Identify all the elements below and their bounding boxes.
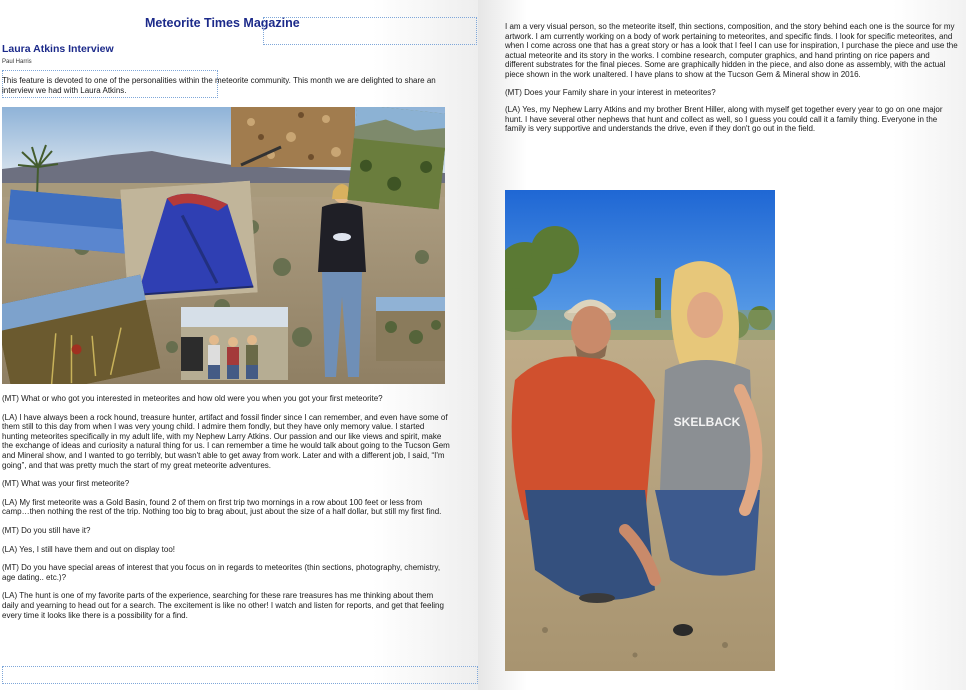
question-paragraph: (MT) What or who got you interested in meteorites and how old were you when you got your first meteorite? [2, 394, 383, 403]
answer-paragraph: (LA) I have always been a rock hound, treasure hunter, artifact and fossil finder since I can remember, and even have some of them still to this day from when I was very young child. I admire them fondly, but they have only memory value. I started hunting meteorites specifically in my adult life, with my Nephew Larry Atkins. Our passion and our like views and spirit, make the exchange of ideas and curiosity a natural thing for us. I can remember a time he would talk about going to the Tucson Gem and Mineral show, and I wanted to go terribly, but wasn't able to get away from work. Later and with a different job, I said, “I'm going”, and that was pretty much the start of my great meteorite adventures. [2, 412, 450, 470]
hills-photo [347, 107, 445, 210]
gravel-photo [231, 107, 355, 167]
intro-paragraph: This feature is devoted to one of the personalities within the meteorite community. This month we are delighted to share an interview we had with Laura Atkins. [2, 76, 436, 95]
article-title: Laura Atkins Interview [2, 43, 114, 55]
magazine-title: Meteorite Times Magazine [145, 16, 300, 30]
answer-paragraph: I am a very visual person, so the meteorite itself, thin sections, composition, and the story behind each one is the source for my artwork. I am currently working on a body of work pertaining to meteorites, and specific finds. I look for specific meteorites, and when I come across one that has a great story or has a look that I feel I can use for inspiration, I purchase the piece and use the actual meteorite and its story in the works. I combine research, computer graphics, and hand printing on rice papers and different substrates for the final pieces. Some are graphically hidden in the piece, and also done as assembly, with the actual piece shown in the work unaltered. I have plans to show at the Tucson Gem & Mineral show in 2016. [505, 22, 958, 79]
question-paragraph: (MT) Does your Family share in your interest in meteorites? [505, 87, 716, 97]
answer-paragraph: (LA) My first meteorite was a Gold Basin, found 2 of them on first trip two mornings in a row about 100 feet or less from camp…then nothing the rest of the trip. Nothing too big to brag about, just about the size of a half dollar, but still my first find. [2, 497, 442, 517]
shirt-text: SKELBACK [673, 415, 741, 429]
answer-paragraph: (LA) The hunt is one of my favorite parts of the experience, searching for these rare treasures has me thinking about them daily and yearning to head out for a search. The excitement is like no other! I watch and listen for reports, and get that feeling every time it looks like there is a possibility for a find. [2, 591, 444, 620]
right-interview-text [505, 22, 958, 142]
photo-collage [2, 107, 445, 384]
question-paragraph: (MT) Do you still have it? [2, 525, 91, 535]
bottom-text-frame[interactable] [2, 666, 478, 684]
question-paragraph: (MT) What was your first meteorite? [2, 479, 130, 489]
left-interview-text [2, 394, 450, 629]
left-page [0, 0, 478, 690]
group-photo [181, 307, 288, 380]
author-byline: Paul Harris [2, 59, 32, 65]
answer-paragraph: (LA) Yes, I still have them and out on display too! [2, 544, 175, 554]
question-paragraph: (MT) Do you have special areas of interest that you focus on in regards to meteorites (thin sections, photography, chemistry, age dating.. etc.)? [2, 563, 441, 582]
answer-paragraph: (LA) Yes, my Nephew Larry Atkins and my brother Brent Hiller, along with myself get together every year to go on one major hunt. I have several other nephews that hunt and collect as well, so I guess you could call it a family thing. Everyone in the family is very supportive and understands the drive, even if they don't go out in the field. [505, 105, 943, 134]
brush-photo [376, 297, 445, 361]
family-hunt-photo [505, 190, 775, 671]
